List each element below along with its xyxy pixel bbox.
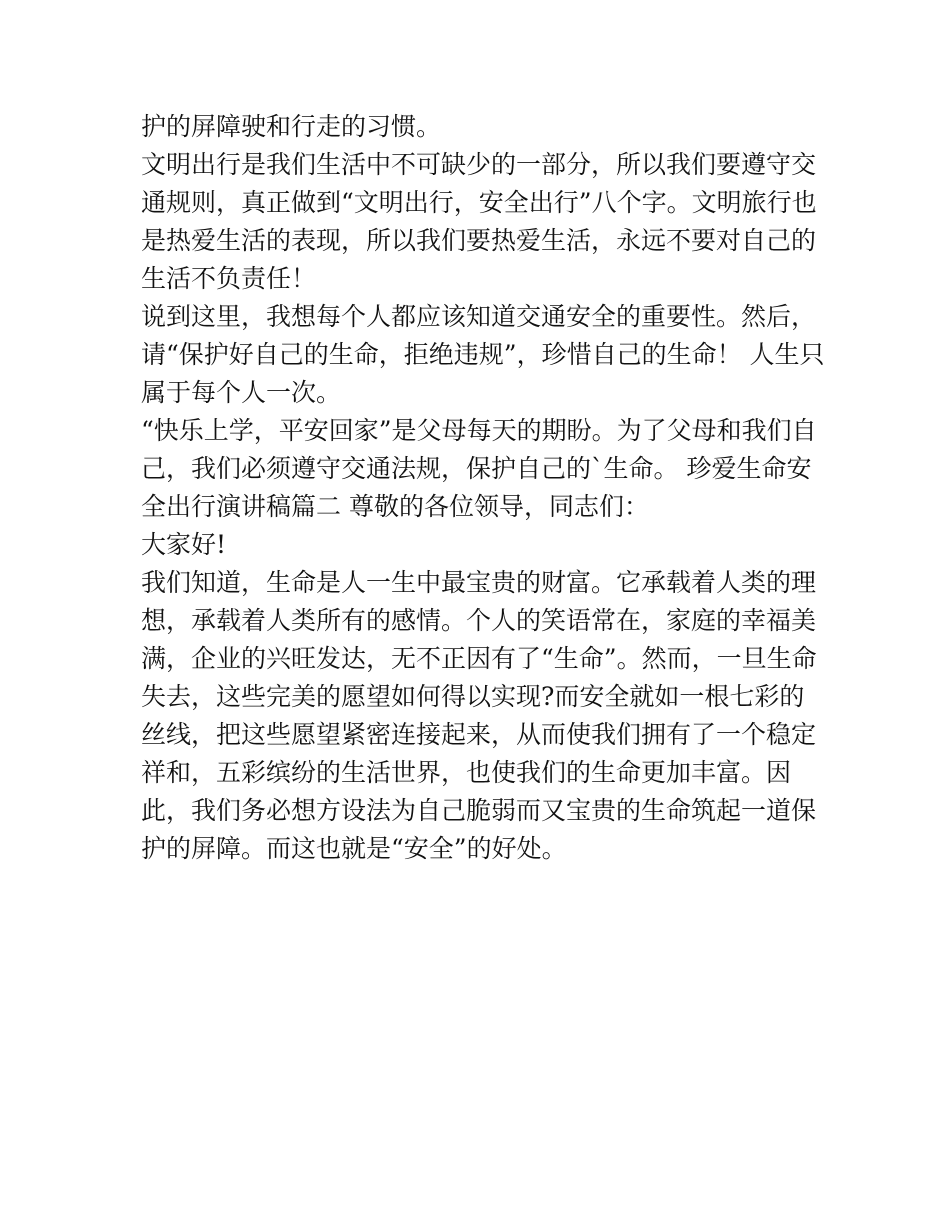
text-line: 属于每个人一次。 (141, 378, 342, 407)
text-line: 此，我们务必想方设法为自己脆弱而又宝贵的生命筑起一道保 (141, 796, 817, 825)
text-line: 请“保护好自己的生命，拒绝违规”，珍惜自己的生命！ 人生只 (141, 340, 825, 369)
text-line: 丝线，把这些愿望紧密连接起来，从而使我们拥有了一个稳定 (141, 720, 817, 749)
text-line: 想，承载着人类所有的感情。个人的笑语常在，家庭的幸福美 (141, 606, 817, 635)
text-line: 文明出行是我们生活中不可缺少的一部分，所以我们要遵守交 (141, 150, 817, 179)
text-line: 满，企业的兴旺发达，无不正因有了“生命”。然而，一旦生命 (141, 644, 817, 673)
text-line: 己，我们必须遵守交通法规，保护自己的`生命。 珍爱生命安 (141, 454, 812, 483)
text-line: 祥和，五彩缤纷的生活世界，也使我们的生命更加丰富。因 (141, 758, 792, 787)
text-line: 失去，这些完美的愿望如何得以实现?而安全就如一根七彩的 (141, 682, 805, 711)
text-line: 说到这里，我想每个人都应该知道交通安全的重要性。然后， (141, 302, 817, 331)
body-text (141, 108, 825, 868)
text-line: 是热爱生活的表现，所以我们要热爱生活，永远不要对自己的 (141, 226, 817, 255)
text-line: 全出行演讲稿篇二 尊敬的各位领导，同志们： (141, 492, 649, 521)
text-line: 我们知道，生命是人一生中最宝贵的财富。它承载着人类的理 (141, 568, 817, 597)
text-line: 护的屏障。而这也就是“安全”的好处。 (141, 834, 567, 863)
text-line: 生活不负责任！ (141, 264, 317, 293)
text-line: “快乐上学，平安回家”是父母每天的期盼。为了父母和我们自 (141, 416, 817, 445)
text-line: 大家好! (141, 530, 227, 559)
text-line: 通规则，真正做到“文明出行，安全出行”八个字。文明旅行也 (141, 188, 817, 217)
text-line: 护的屏障驶和行走的习惯。 (141, 112, 442, 141)
